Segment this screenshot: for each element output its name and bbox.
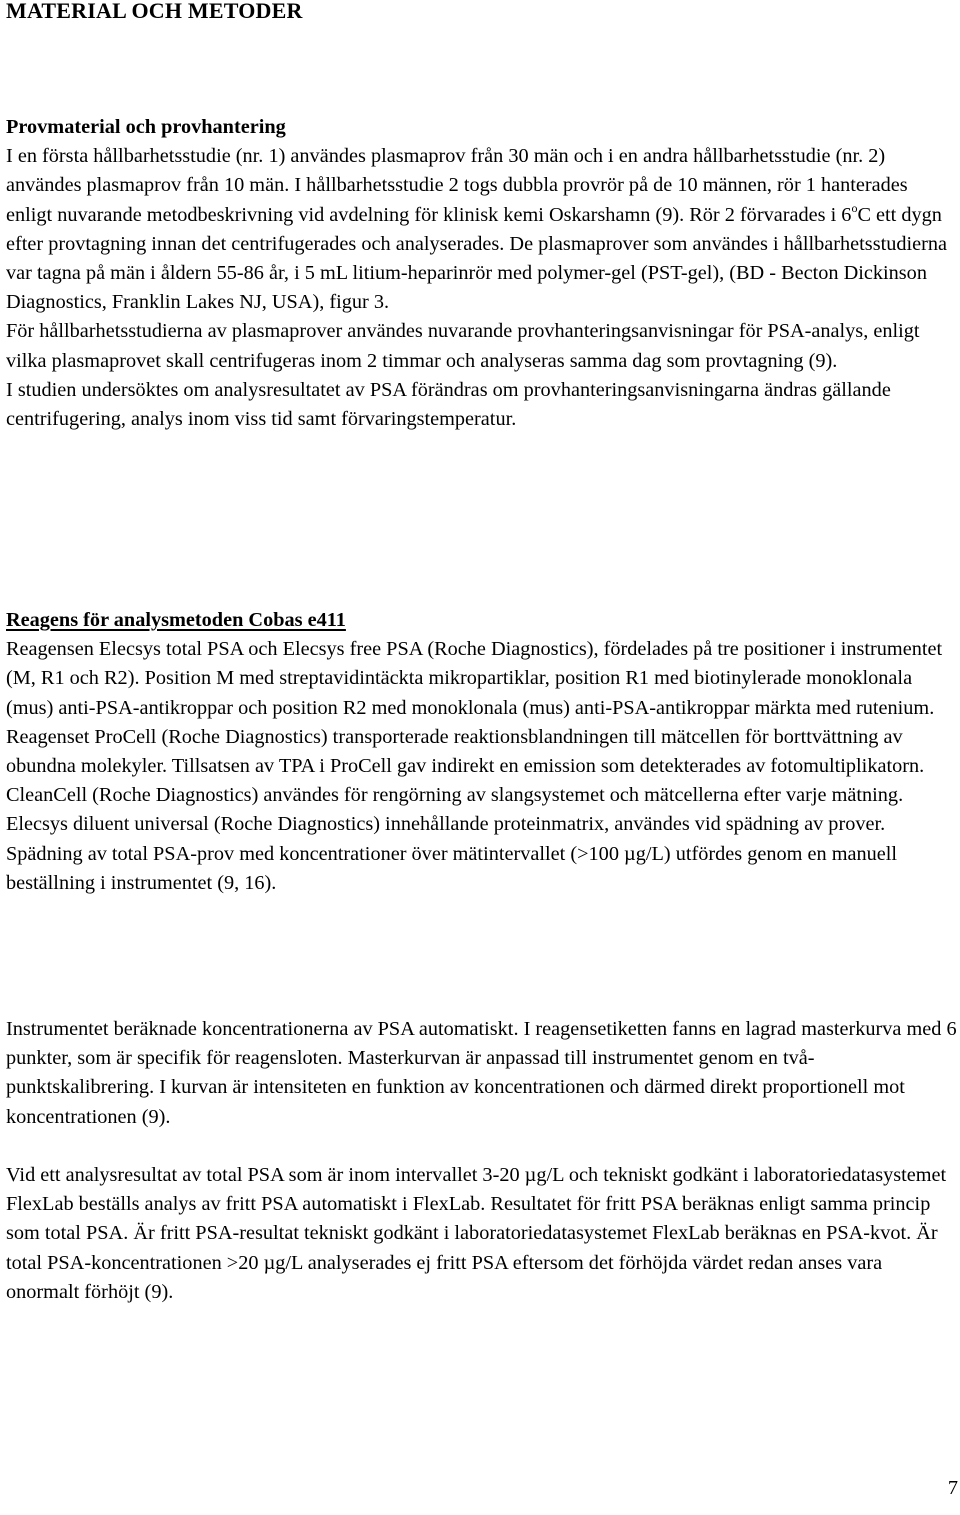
page-number: 7: [947, 1477, 958, 1499]
paragraph-handling-instructions: För hållbarhetsstudierna av plasmaprover användes nuvarande provhanteringsanvisningar för PSA-analys, enligt vilka plasmaprovet skall centrifugeras inom 2 timmar och analyseras samma dag som provtagning (9).: [6, 320, 920, 372]
page-title: MATERIAL OCH METODER: [6, 0, 303, 23]
paragraph-master-curve: Instrumentet beräknade koncentrationerna av PSA automatiskt. I reagensetiketten fanns en lagrad masterkurva med 6 punkter, som är specifik för reagensloten. Masterkurvan är anpassad till instrumentet genom en två-punktskalibrering. I kurvan är intensiteten en funktion av koncentrationen och därmed direkt proportionell mot koncentrationen (9).: [6, 1018, 957, 1128]
section-heading-reagens: Reagens för analysmetoden Cobas e411: [6, 609, 346, 631]
section-calculation: [6, 1015, 958, 1132]
section-reagens: [6, 606, 958, 898]
paragraph-procell: Reagenset ProCell (Roche Diagnostics) transporterade reaktionsblandningen till mätcellen för borttvättning av obundna molekyler. Tillsatsen av TPA i ProCell gav indirekt en emission som detekterades av fotomultiplikatorn.: [6, 725, 925, 778]
section-heading-provmaterial: Provmaterial och provhantering: [6, 116, 286, 138]
section-free-psa: [6, 1161, 958, 1307]
paragraph-diluent: Elecsys diluent universal (Roche Diagnostics) innehållande proteinmatrix, användes vid spädning av prover. Spädning av total PSA-prov med koncentrationer över mätintervallet (>100 µg/L) utfördes genom en manuell beställning i instrumentet (9, 16).: [6, 813, 898, 894]
paragraph-text: I en första hållbarhetsstudie (nr. 1) användes plasmaprov från 30 män och i en andra hållbarhetsstudie (nr. 2) användes plasmaprov från 10 män. I hållbarhetsstudie 2 togs dubbla provrör på de 10 männen, rör 1 hanterades enligt nuvarande metodbeskrivning vid avdelning för klinisk kemi Oskarshamn (9). Rör 2 förvarades i 6: [6, 145, 908, 226]
paragraph-study-description: [6, 142, 958, 317]
degree-superscript: o: [851, 200, 858, 215]
section-provmaterial: [6, 113, 958, 434]
paragraph-free-psa: Vid ett analysresultat av total PSA som är inom intervallet 3-20 µg/L och tekniskt godkänt i laboratoriedatasystemet FlexLab beställs analys av fritt PSA automatiskt i FlexLab. Resultatet för fritt PSA beräknas enligt samma princip som total PSA. Är fritt PSA-resultat tekniskt godkänt i laboratoriedatasystemet FlexLab beräknas en PSA-kvot. Är total PSA-koncentrationen >20 µg/L analyserades ej fritt PSA eftersom det förhöjda värdet redan anses vara onormalt förhöjt (9).: [6, 1164, 947, 1303]
paragraph-reagents: Reagensen Elecsys total PSA och Elecsys free PSA (Roche Diagnostics), fördelades på tre positioner i instrumentet (M, R1 och R2). Position M med streptavidintäckta mikropartiklar, position R1 med biotinylerade monoklonala (mus) anti-PSA-antikroppar och position R2 med monoklonala (mus) anti-PSA-antikroppar märkta med rutenium.: [6, 638, 943, 719]
paragraph-cleancell: CleanCell (Roche Diagnostics) användes för rengörning av slangsystemet och mätcellerna efter varje mätning.: [6, 784, 904, 807]
paragraph-text: C ett dygn efter provtagning innan det centrifugerades och analyserades. De plasmaprover som användes i hållbarhetsstudierna var tagna på män i åldern 55-86 år, i 5 mL litium-heparinrör med polymer-gel (PST-gel), (BD - Becton Dickinson Diagnostics, Franklin Lakes NJ, USA), figur 3.: [6, 203, 948, 314]
paragraph-study-aim: I studien undersöktes om analysresultatet av PSA förändras om provhanteringsanvisningarna ändras gällande centrifugering, analys inom viss tid samt förvaringstemperatur.: [6, 378, 891, 431]
